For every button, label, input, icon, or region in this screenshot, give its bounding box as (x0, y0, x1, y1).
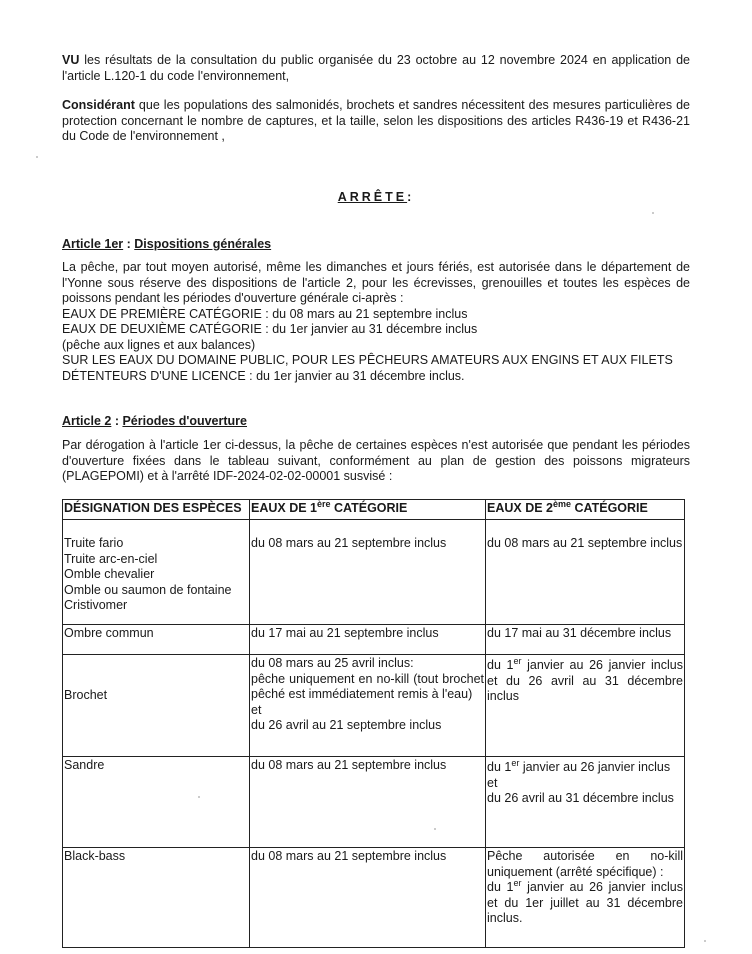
opening-periods-table (62, 499, 685, 948)
article2-title: Périodes d'ouverture (122, 414, 247, 428)
arrete-colon: : (407, 190, 415, 204)
vu-lead: VU (62, 53, 80, 67)
cat2-cell: du 08 mars au 21 septembre inclus (486, 520, 685, 625)
table-row (63, 757, 685, 848)
cat2-cell: du 17 mai au 31 décembre inclus (486, 625, 685, 655)
article1-line: (pêche aux lignes et aux balances) (62, 337, 256, 352)
arrete-heading (62, 190, 690, 206)
cat2-cell: Pêche autorisée en no-kill uniquement (arrêté spécifique) : du 1er janvier au 26 janvier inclus et du 1er juillet au 31 décembre inclus. (486, 848, 685, 948)
table-row (63, 625, 685, 655)
article2-label: Article 2 (62, 414, 112, 428)
article2-sep: : (111, 414, 123, 428)
cat1-cell: du 08 mars au 21 septembre inclus (250, 520, 486, 625)
article1-heading (62, 237, 271, 253)
species-cell: Sandre (63, 757, 250, 848)
article2-intro: Par dérogation à l'article 1er ci-dessus, la pêche de certaines espèces n'est autorisée que pendant les périodes d'ouverture fixées dans le tableau suivant, conformément au plan de gestion des poissons migrateurs (PLAGEPOMI) et à l'arrêté IDF-2024-02-02-00001 susvisé : (62, 438, 690, 483)
cat1-cell: du 08 mars au 25 avril inclus: pêche uniquement en no-kill (tout brochet pêché est immédiatement remis à l'eau) et du 26 avril au 21 septembre inclus (250, 655, 486, 757)
vu-paragraph (62, 53, 690, 84)
cat1-cell: du 08 mars au 21 septembre inclus (250, 848, 486, 948)
article1-intro: La pêche, par tout moyen autorisé, même les dimanches et jours fériés, est autorisée dans le département de l'Yonne sous réserve des dispositions de l'article 2, pour les écrevisses, grenouilles et toutes les espèces de poissons pendant les périodes d'ouverture générale ci-après : (62, 260, 690, 305)
scan-speck (198, 796, 200, 798)
scan-speck (434, 828, 436, 830)
table-row (63, 655, 685, 757)
table-row (63, 520, 685, 625)
cat2-cell: du 1er janvier au 26 janvier inclus et du 26 avril au 31 décembre inclus (486, 655, 685, 757)
table-row (63, 848, 685, 948)
considerant-lead: Considérant (62, 98, 135, 112)
article2-heading (62, 414, 247, 430)
scan-speck (704, 940, 706, 942)
article1-line: EAUX DE PREMIÈRE CATÉGORIE : du 08 mars au 21 septembre inclus (62, 306, 468, 321)
scan-speck (652, 212, 654, 214)
header-cat1: EAUX DE 1ère CATÉGORIE (250, 500, 486, 520)
article1-label: Article 1er (62, 237, 124, 251)
species-cell: Truite fario Truite arc-en-ciel Omble chevalier Omble ou saumon de fontaine Cristivomer (63, 520, 250, 625)
table-header-row (63, 500, 685, 520)
scan-speck (36, 156, 38, 158)
considerant-paragraph (62, 98, 690, 145)
cat1-cell: du 17 mai au 21 septembre inclus (250, 625, 486, 655)
vu-text: les résultats de la consultation du public organisée du 23 octobre au 12 novembre 2024 en application de l'article L.120-1 du code l'environnement, (62, 53, 690, 83)
arrete-word: ARRÊTE (337, 190, 408, 204)
cat2-cell: du 1er janvier au 26 janvier inclus et du 26 avril au 31 décembre inclus (486, 757, 685, 848)
header-cat2: EAUX DE 2ème CATÉGORIE (486, 500, 685, 520)
article1-body (62, 260, 690, 384)
cat1-cell: du 08 mars au 21 septembre inclus (250, 757, 486, 848)
article1-line: SUR LES EAUX DU DOMAINE PUBLIC, POUR LES PÊCHEURS AMATEURS AUX ENGINS ET AUX FILETS DÉTENTEURS D'UNE LICENCE : du 1er janvier au 31 décembre inclus. (62, 353, 673, 383)
species-cell: Black-bass (63, 848, 250, 948)
article1-line: EAUX DE DEUXIÈME CATÉGORIE : du 1er janvier au 31 décembre inclus (62, 322, 478, 336)
species-cell: Brochet (63, 655, 250, 757)
header-species: DÉSIGNATION DES ESPÈCES (63, 500, 250, 520)
article1-sep: : (123, 237, 135, 251)
considerant-text: que les populations des salmonidés, brochets et sandres nécessitent des mesures particulières de protection concernant le nombre de captures, et la taille, selon les dispositions des articles R436-19 et R436-21 du Code de l'environnement , (62, 98, 690, 143)
article1-title: Dispositions générales (134, 237, 272, 251)
species-cell: Ombre commun (63, 625, 250, 655)
